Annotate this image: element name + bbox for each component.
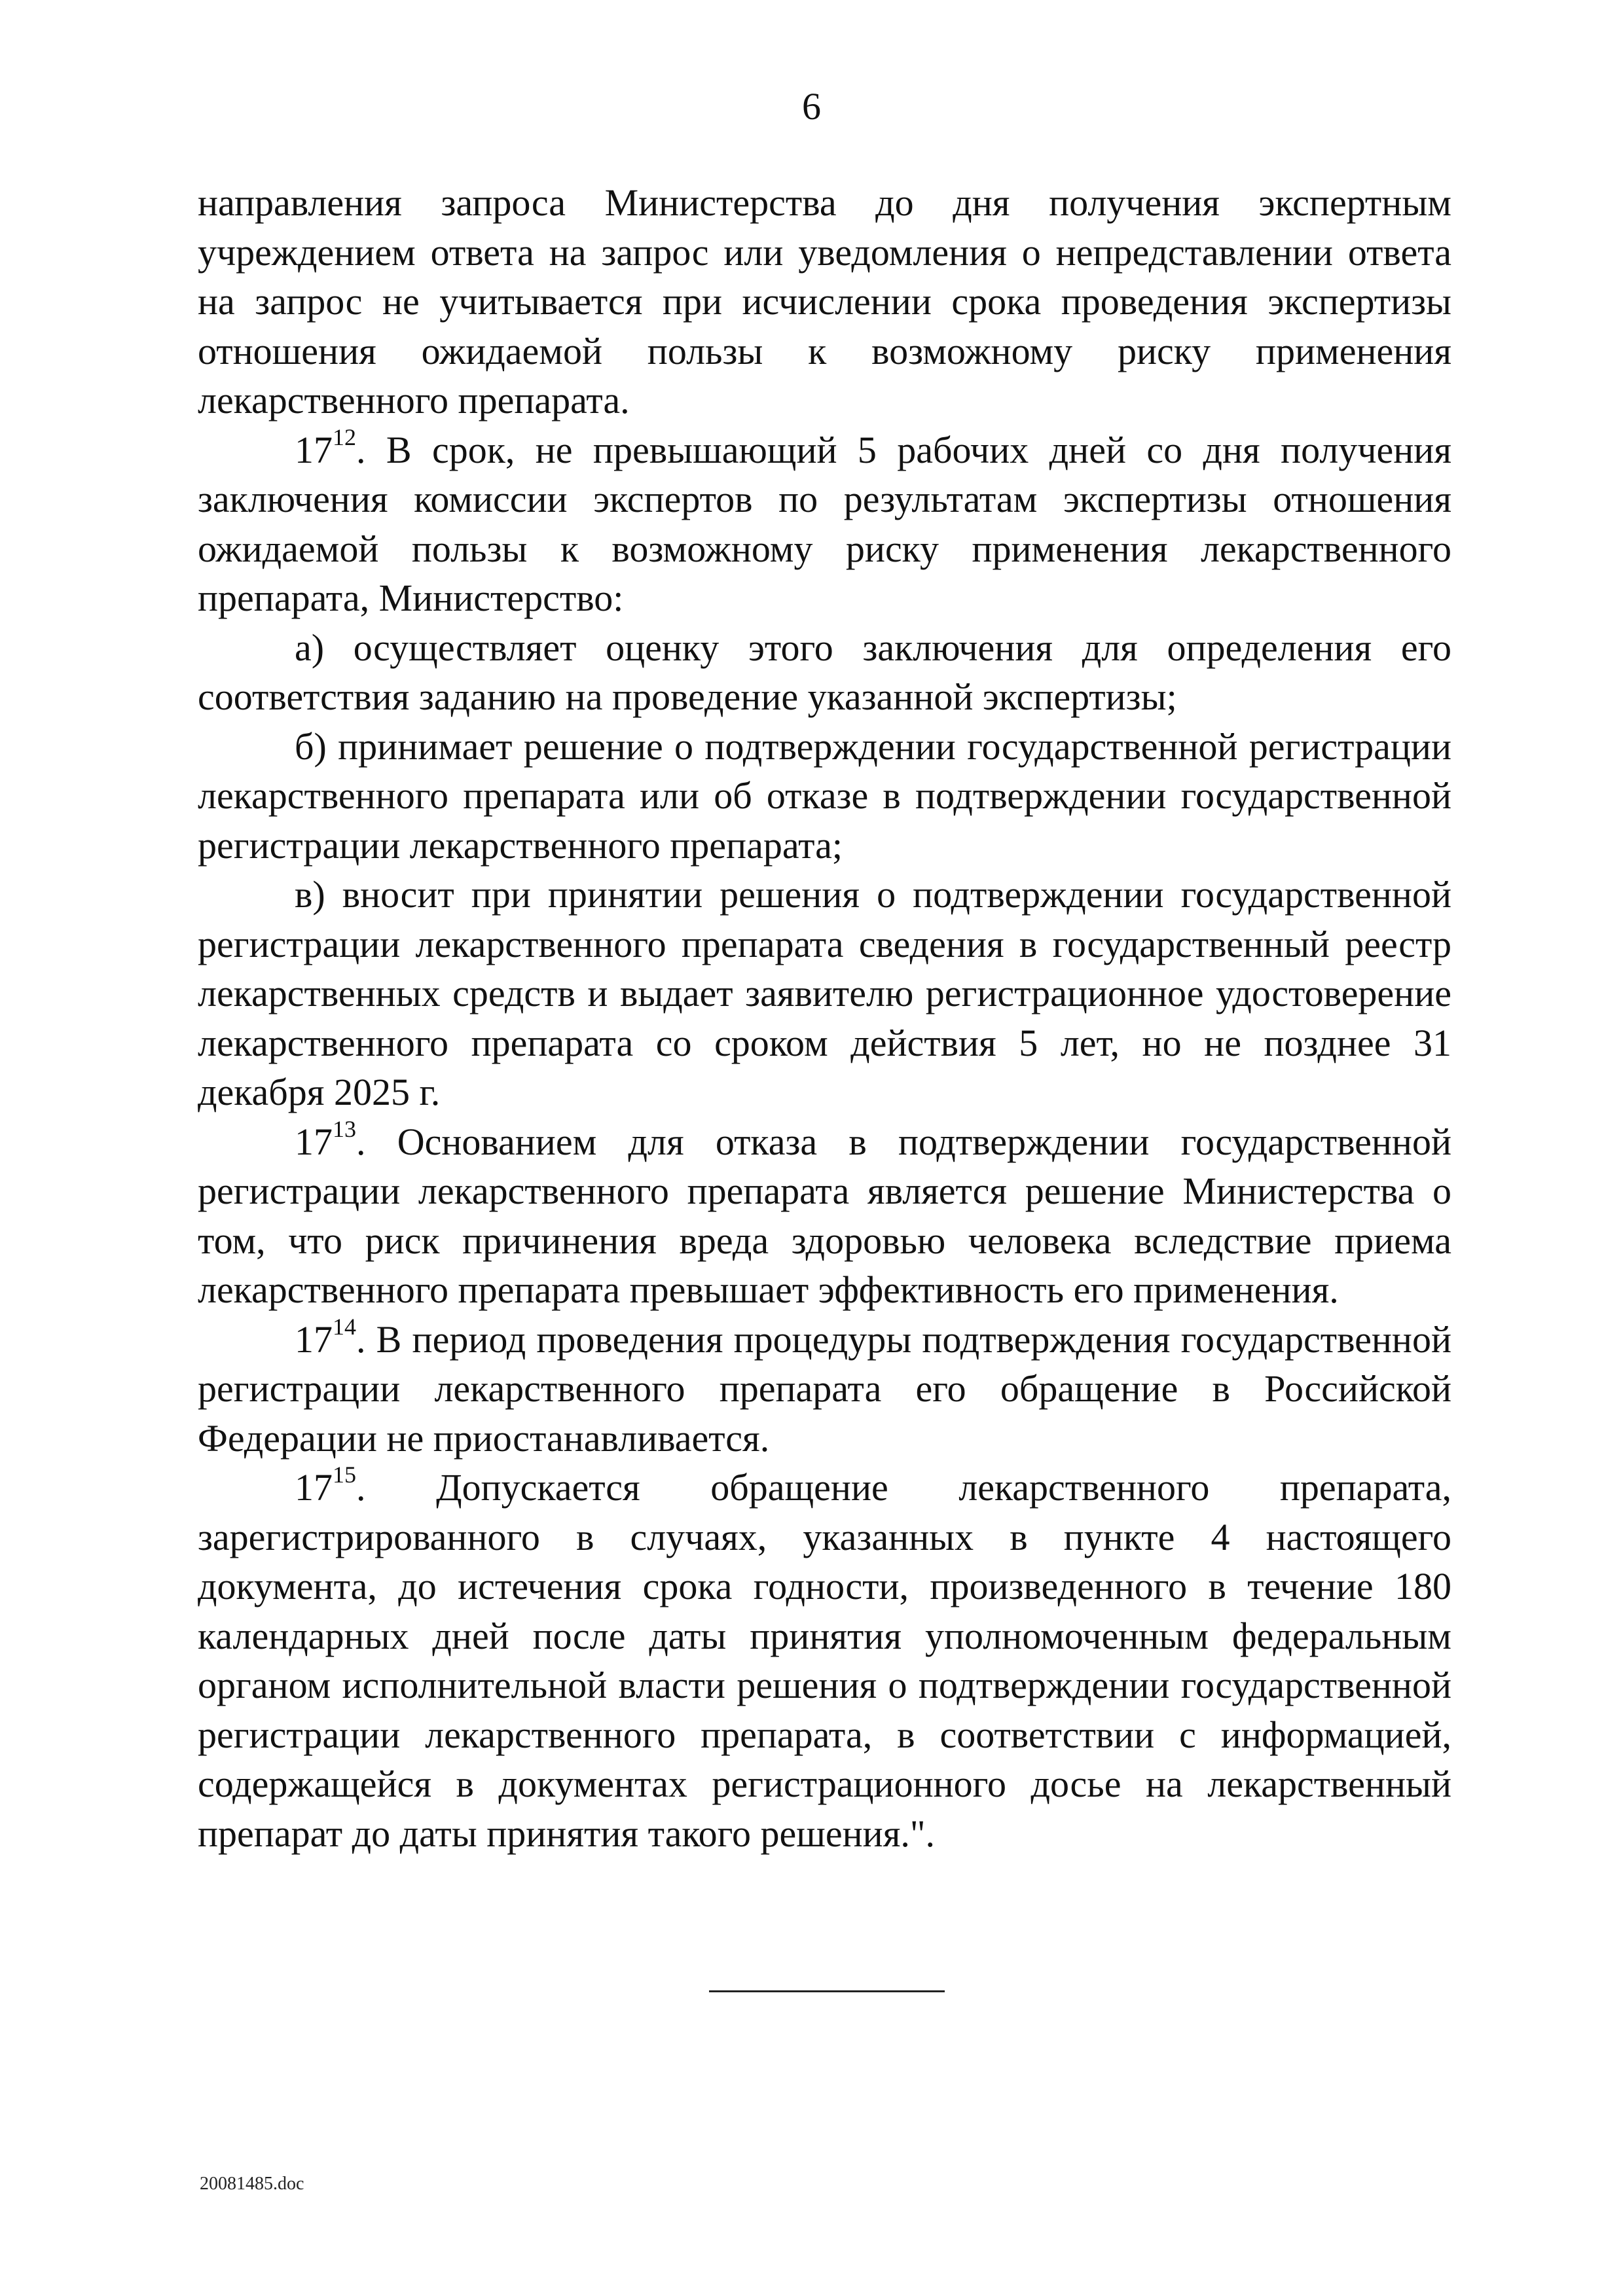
end-of-document-rule [709, 1990, 945, 1992]
clause-number: 17 [295, 1120, 333, 1163]
clause-superscript: 15 [333, 1462, 356, 1488]
page-number: 6 [802, 85, 821, 128]
paragraph-text: . В срок, не превышающий 5 рабочих дней со дня получения заключения комиссии экспертов по результатам экспертизы отношения ожидаемой пользы к возможному риску применения лекарственного препарата, Министерство: [198, 428, 1451, 619]
subclause-a [198, 623, 1451, 722]
subclause-c [198, 870, 1451, 1117]
clause-number: 17 [295, 1466, 333, 1509]
clause-17-12 [198, 425, 1451, 623]
paragraph-text: б) принимает решение о подтверждении государственной регистрации лекарственного препарата или об отказе в подтверждении государственной регистрации лекарственного препарата; [198, 725, 1451, 867]
paragraph-continuation [198, 178, 1451, 425]
clause-17-13 [198, 1117, 1451, 1315]
footer-document-id: 20081485.doc [200, 2174, 304, 2194]
clause-17-15 [198, 1463, 1451, 1858]
paragraph-text: . В период проведения процедуры подтверждения государственной регистрации лекарственного препарата его обращение в Российской Федерации не приостанавливается. [198, 1318, 1451, 1460]
clause-superscript: 13 [333, 1115, 356, 1142]
document-body [198, 178, 1451, 1858]
clause-number: 17 [295, 428, 333, 471]
paragraph-text: . Основанием для отказа в подтверждении государственной регистрации лекарственного препарата является решение Министерства о том, что риск причинения вреда здоровью человека вследствие приема лекарственного препарата превышает эффективность его применения. [198, 1120, 1451, 1311]
paragraph-text: а) осуществляет оценку этого заключения для определения его соответствия заданию на проведение указанной экспертизы; [198, 626, 1451, 718]
clause-superscript: 14 [333, 1313, 356, 1340]
paragraph-text: . Допускается обращение лекарственного препарата, зарегистрированного в случаях, указанных в пункте 4 настоящего документа, до истечения срока годности, произведенного в течение 180 календарных дней после даты принятия уполномоченным федеральным органом исполнительной власти решения о подтверждении государственной регистрации лекарственного препарата, в соответствии с информацией, содержащейся в документах регистрационного досье на лекарственный препарат до даты принятия такого решения.". [198, 1466, 1451, 1855]
subclause-b [198, 722, 1451, 870]
clause-number: 17 [295, 1318, 333, 1361]
paragraph-text: в) вносит при принятии решения о подтверждении государственной регистрации лекарственного препарата сведения в государственный реестр лекарственных средств и выдает заявителю регистрационное удостоверение лекарственного препарата со сроком действия 5 лет, но не позднее 31 декабря 2025 г. [198, 873, 1451, 1113]
clause-17-14 [198, 1315, 1451, 1463]
paragraph-text: направления запроса Министерства до дня получения экспертным учреждением ответа на запрос или уведомления о непредставлении ответа на запрос не учитывается при исчислении срока проведения экспертизы отношения ожидаемой пользы к возможному риску применения лекарственного препарата. [198, 181, 1451, 422]
clause-superscript: 12 [333, 423, 356, 450]
